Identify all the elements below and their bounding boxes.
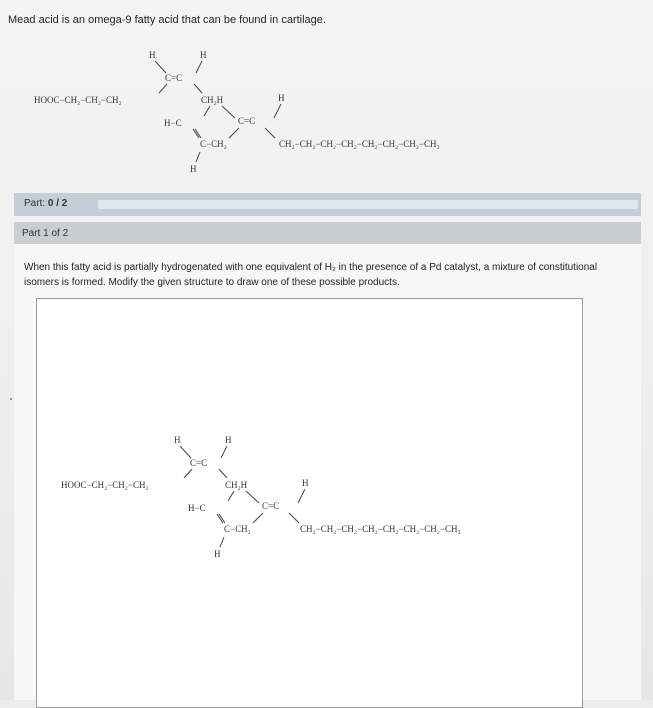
intro-text: Mead acid is an omega-9 fatty acid that can be found in cartilage. — [8, 14, 326, 26]
part-label: Part: — [24, 198, 46, 209]
part-count: 0 / 2 — [47, 198, 68, 209]
atom-h: H — [302, 478, 309, 488]
question-card — [14, 222, 641, 700]
double-bond: C=C — [190, 458, 208, 468]
question-text: When this fatty acid is partially hydrogenated with one equivalent of H₂ in the presence of a Pd catalyst, a mixture of constitutional isomers is formed. Modify the given structure to draw one of these possible products. — [24, 262, 598, 288]
mead-acid-structure — [0, 0, 653, 190]
part-progress-bar — [14, 193, 641, 216]
atom-h: H — [214, 549, 221, 559]
atom-h: H — [278, 93, 285, 103]
tail-chain: CH₂−CH₂−CH₂−CH₂−CH₂−CH₂−CH₂−CH₃ — [279, 139, 440, 149]
group-ch2h: CH₂H — [201, 95, 224, 105]
group-ch2h: CH₂H — [225, 480, 248, 490]
group-cch2: C−CH₂ — [200, 139, 227, 149]
atom-h: H — [225, 435, 232, 445]
atom-h: H — [174, 435, 181, 445]
part-header-label: Part 1 of 2 — [22, 228, 69, 239]
atom-h: H — [149, 50, 156, 60]
group-hc: H−C — [164, 118, 182, 128]
editable-structure[interactable] — [37, 299, 582, 707]
tail-chain: CH₂−CH₂−CH₂−CH₂−CH₂−CH₂−CH₂−CH₃ — [300, 524, 461, 534]
double-bond: C=C — [262, 501, 280, 511]
atom-h: H — [190, 164, 197, 174]
atom-h: H — [200, 50, 207, 60]
progress-track — [98, 200, 638, 209]
group-cch2: C−CH₂ — [224, 524, 251, 534]
double-bond: C=C — [238, 116, 256, 126]
chain-hooc: HOOC−CH₂−CH₂−CH₂ — [61, 480, 149, 490]
marker-dot — [10, 398, 12, 400]
part-header — [14, 222, 641, 244]
double-bond: C=C — [165, 73, 183, 83]
group-hc: H−C — [188, 503, 206, 513]
chain-hooc: HOOC−CH₂−CH₂−CH₂ — [34, 95, 122, 105]
drawing-canvas[interactable] — [36, 298, 583, 708]
